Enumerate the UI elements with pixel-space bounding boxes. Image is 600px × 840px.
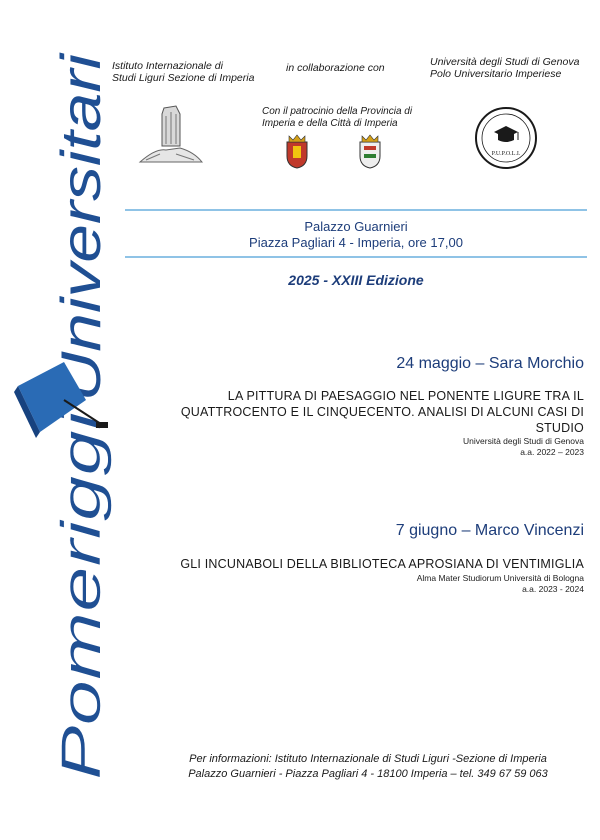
footer-line1: Per informazioni: Istituto Internazionale di Studi Liguri -Sezione di Imperia (189, 753, 547, 765)
top-divider (125, 209, 587, 211)
talk-1-date-speaker: 24 maggio – Sara Morchio (396, 355, 584, 372)
talk-2-institution: Alma Mater Studiorum Università di Bologna (416, 573, 584, 583)
side-title-part2: Universitari (49, 121, 112, 402)
talk-2-meta (417, 573, 584, 595)
talk-1-title-line3: STUDIO (535, 421, 584, 435)
talk-1-title (94, 388, 584, 436)
header-left-line1: Istituto Internazionale di (112, 60, 223, 72)
venue-address: Piazza Pagliari 4 - Imperia, ore 17,00 (249, 235, 463, 250)
talk-2-date-speaker: 7 giugno – Marco Vincenzi (395, 522, 584, 539)
talk-2-title-line1: GLI INCUNABOLI DELLA BIBLIOTECA APROSIANA DI VENTIMIGLIA (180, 557, 584, 571)
talk-2-title (94, 556, 584, 572)
talk-1-title-line2: QUATTROCENTO E IL CINQUECENTO. ANALISI DI ALCUNI CASI DI (180, 405, 584, 419)
patronage-line1: Con il patrocinio della Provincia di (262, 106, 413, 117)
patronage-line2: Imperia e della Città di Imperia (262, 118, 398, 129)
tower-monument-icon (136, 100, 206, 170)
header-left-line2: Studi Liguri Sezione di Imperia (112, 72, 255, 84)
venue-name: Palazzo Guarnieri (304, 219, 408, 234)
header-right-line2: Polo Universitario Imperiese (430, 68, 562, 80)
city-coat-of-arms-icon (356, 134, 384, 170)
edition-title: 2025 - XXIII Edizione (288, 272, 424, 288)
side-title-part1: Pomeriggi (49, 527, 112, 780)
patronage-text (262, 106, 412, 130)
svg-text:Pomeriggi (49, 410, 112, 780)
talk-1-meta (463, 436, 584, 458)
footer-info (168, 752, 568, 782)
header-institute (112, 60, 254, 84)
talk-1-title-line1: LA PITTURA DI PAESAGGIO NEL PONENTE LIGURE TRA IL (227, 389, 584, 403)
svg-text:Universitari (49, 52, 112, 402)
talk-2-year: a.a. 2023 - 2024 (522, 584, 584, 594)
province-coat-of-arms-icon (283, 134, 311, 170)
talk-1-year: a.a. 2022 – 2023 (520, 447, 584, 457)
footer-line2: Palazzo Guarnieri - Piazza Pagliari 4 - 18100 Imperia – tel. 349 67 59 063 (188, 768, 548, 780)
header-collaboration: in collaborazione con (286, 62, 385, 74)
header-university (430, 56, 579, 80)
university-seal-icon (474, 106, 538, 170)
header-right-line1: Università degli Studi di Genova (430, 56, 580, 68)
bottom-divider (125, 256, 587, 258)
seal-text: P.U.P.O.L.I. (491, 151, 521, 157)
talk-1-institution: Università degli Studi di Genova (463, 436, 584, 446)
